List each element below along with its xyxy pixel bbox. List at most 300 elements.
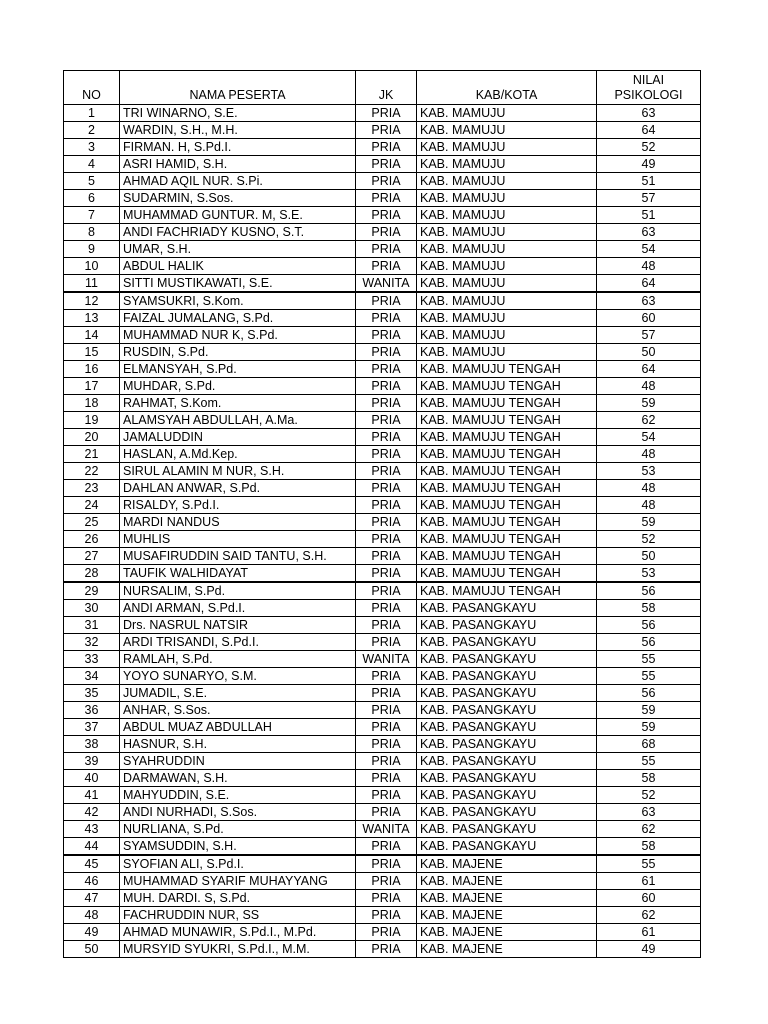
cell-jk: PRIA	[356, 463, 417, 480]
cell-kab: KAB. MAMUJU TENGAH	[417, 429, 597, 446]
cell-kab: KAB. MAMUJU	[417, 327, 597, 344]
table-row	[64, 480, 701, 497]
cell-nilai: 60	[597, 890, 701, 907]
table-row	[64, 241, 701, 258]
cell-jk: PRIA	[356, 327, 417, 344]
cell-no: 6	[64, 190, 120, 207]
cell-nama: ANDI ARMAN, S.Pd.I.	[120, 600, 356, 617]
cell-jk: PRIA	[356, 924, 417, 941]
table-row	[64, 770, 701, 787]
cell-no: 18	[64, 395, 120, 412]
cell-no: 27	[64, 548, 120, 565]
cell-nilai: 64	[597, 122, 701, 139]
cell-no: 31	[64, 617, 120, 634]
cell-jk: PRIA	[356, 207, 417, 224]
cell-kab: KAB. MAMUJU	[417, 207, 597, 224]
cell-jk: PRIA	[356, 412, 417, 429]
table-row	[64, 327, 701, 344]
cell-no: 42	[64, 804, 120, 821]
cell-nama: ALAMSYAH ABDULLAH, A.Ma.	[120, 412, 356, 429]
table-row	[64, 907, 701, 924]
table-row	[64, 651, 701, 668]
table-row	[64, 617, 701, 634]
cell-no: 8	[64, 224, 120, 241]
cell-jk: PRIA	[356, 241, 417, 258]
cell-nama: HASNUR, S.H.	[120, 736, 356, 753]
cell-nama: ABDUL HALIK	[120, 258, 356, 275]
cell-nilai: 48	[597, 378, 701, 395]
cell-kab: KAB. MAMUJU	[417, 241, 597, 258]
table-row	[64, 941, 701, 958]
cell-nilai: 52	[597, 531, 701, 548]
cell-jk: PRIA	[356, 548, 417, 565]
cell-kab: KAB. MAJENE	[417, 873, 597, 890]
cell-nilai: 63	[597, 224, 701, 241]
cell-kab: KAB. PASANGKAYU	[417, 617, 597, 634]
cell-kab: KAB. PASANGKAYU	[417, 719, 597, 736]
cell-nama: SIRUL ALAMIN M NUR, S.H.	[120, 463, 356, 480]
cell-nama: YOYO SUNARYO, S.M.	[120, 668, 356, 685]
cell-nilai: 61	[597, 873, 701, 890]
cell-nilai: 53	[597, 565, 701, 583]
column-header-nama: NAMA PESERTA	[120, 71, 356, 105]
cell-nama: ANDI NURHADI, S.Sos.	[120, 804, 356, 821]
cell-jk: PRIA	[356, 514, 417, 531]
table-row	[64, 224, 701, 241]
cell-nama: MAHYUDDIN, S.E.	[120, 787, 356, 804]
table-row	[64, 838, 701, 856]
cell-nilai: 48	[597, 480, 701, 497]
cell-kab: KAB. PASANGKAYU	[417, 668, 597, 685]
table-row	[64, 139, 701, 156]
cell-nilai: 55	[597, 668, 701, 685]
cell-nama: AHMAD MUNAWIR, S.Pd.I., M.Pd.	[120, 924, 356, 941]
cell-nama: HASLAN, A.Md.Kep.	[120, 446, 356, 463]
cell-nama: MUSAFIRUDDIN SAID TANTU, S.H.	[120, 548, 356, 565]
cell-no: 28	[64, 565, 120, 583]
cell-nama: MURSYID SYUKRI, S.Pd.I., M.M.	[120, 941, 356, 958]
cell-nama: FACHRUDDIN NUR, SS	[120, 907, 356, 924]
cell-nama: MUHAMMAD GUNTUR. M, S.E.	[120, 207, 356, 224]
cell-no: 50	[64, 941, 120, 958]
cell-nama: RAHMAT, S.Kom.	[120, 395, 356, 412]
cell-nilai: 48	[597, 446, 701, 463]
cell-jk: PRIA	[356, 122, 417, 139]
cell-nama: ELMANSYAH, S.Pd.	[120, 361, 356, 378]
cell-nilai: 56	[597, 634, 701, 651]
cell-nama: SYAHRUDDIN	[120, 753, 356, 770]
cell-jk: PRIA	[356, 600, 417, 617]
cell-nilai: 54	[597, 429, 701, 446]
table-row	[64, 855, 701, 873]
cell-kab: KAB. MAMUJU	[417, 139, 597, 156]
cell-kab: KAB. MAMUJU TENGAH	[417, 531, 597, 548]
cell-nilai: 50	[597, 344, 701, 361]
cell-nilai: 55	[597, 855, 701, 873]
cell-jk: PRIA	[356, 105, 417, 122]
cell-no: 26	[64, 531, 120, 548]
cell-nilai: 63	[597, 804, 701, 821]
cell-jk: PRIA	[356, 617, 417, 634]
table-row	[64, 361, 701, 378]
table-row	[64, 463, 701, 480]
table-row	[64, 122, 701, 139]
cell-nilai: 51	[597, 173, 701, 190]
table-row	[64, 565, 701, 583]
cell-jk: PRIA	[356, 190, 417, 207]
cell-no: 11	[64, 275, 120, 293]
cell-nama: FAIZAL JUMALANG, S.Pd.	[120, 310, 356, 327]
cell-kab: KAB. PASANGKAYU	[417, 685, 597, 702]
cell-jk: PRIA	[356, 361, 417, 378]
cell-nilai: 49	[597, 941, 701, 958]
table-row	[64, 821, 701, 838]
cell-nilai: 59	[597, 514, 701, 531]
column-header-no: NO	[64, 71, 120, 105]
table-row	[64, 310, 701, 327]
cell-nilai: 55	[597, 753, 701, 770]
table-row	[64, 702, 701, 719]
table-row	[64, 873, 701, 890]
table-row	[64, 634, 701, 651]
cell-no: 19	[64, 412, 120, 429]
cell-nilai: 59	[597, 719, 701, 736]
cell-jk: PRIA	[356, 310, 417, 327]
cell-kab: KAB. PASANGKAYU	[417, 736, 597, 753]
cell-kab: KAB. MAMUJU TENGAH	[417, 463, 597, 480]
table-row	[64, 668, 701, 685]
cell-jk: PRIA	[356, 702, 417, 719]
cell-nama: SYOFIAN ALI, S.Pd.I.	[120, 855, 356, 873]
cell-no: 36	[64, 702, 120, 719]
cell-no: 49	[64, 924, 120, 941]
cell-nama: JUMADIL, S.E.	[120, 685, 356, 702]
cell-nilai: 52	[597, 139, 701, 156]
cell-nilai: 55	[597, 651, 701, 668]
cell-kab: KAB. MAMUJU TENGAH	[417, 497, 597, 514]
cell-no: 37	[64, 719, 120, 736]
cell-kab: KAB. MAMUJU	[417, 190, 597, 207]
cell-nilai: 57	[597, 327, 701, 344]
cell-nilai: 68	[597, 736, 701, 753]
cell-nama: JAMALUDDIN	[120, 429, 356, 446]
cell-kab: KAB. MAJENE	[417, 855, 597, 873]
cell-no: 17	[64, 378, 120, 395]
cell-no: 43	[64, 821, 120, 838]
table-row	[64, 395, 701, 412]
cell-nilai: 49	[597, 156, 701, 173]
cell-jk: PRIA	[356, 344, 417, 361]
cell-no: 41	[64, 787, 120, 804]
cell-nama: ABDUL MUAZ ABDULLAH	[120, 719, 356, 736]
cell-nama: MUHAMMAD NUR K, S.Pd.	[120, 327, 356, 344]
cell-nilai: 56	[597, 582, 701, 600]
cell-kab: KAB. PASANGKAYU	[417, 770, 597, 787]
cell-kab: KAB. MAMUJU	[417, 275, 597, 293]
nilai-header-line2: PSIKOLOGI	[614, 88, 683, 102]
cell-jk: PRIA	[356, 804, 417, 821]
cell-no: 24	[64, 497, 120, 514]
cell-nilai: 48	[597, 497, 701, 514]
cell-kab: KAB. PASANGKAYU	[417, 838, 597, 856]
cell-nama: WARDIN, S.H., M.H.	[120, 122, 356, 139]
cell-kab: KAB. MAJENE	[417, 890, 597, 907]
table-row	[64, 446, 701, 463]
cell-kab: KAB. MAJENE	[417, 941, 597, 958]
cell-kab: KAB. PASANGKAYU	[417, 821, 597, 838]
cell-no: 2	[64, 122, 120, 139]
cell-nilai: 58	[597, 770, 701, 787]
cell-nama: MUHLIS	[120, 531, 356, 548]
cell-kab: KAB. MAMUJU TENGAH	[417, 480, 597, 497]
cell-no: 12	[64, 292, 120, 310]
cell-kab: KAB. PASANGKAYU	[417, 702, 597, 719]
cell-nilai: 64	[597, 361, 701, 378]
cell-kab: KAB. MAMUJU TENGAH	[417, 548, 597, 565]
header-row	[64, 71, 701, 105]
cell-no: 46	[64, 873, 120, 890]
cell-nama: UMAR, S.H.	[120, 241, 356, 258]
cell-no: 13	[64, 310, 120, 327]
cell-nama: NURSALIM, S.Pd.	[120, 582, 356, 600]
cell-kab: KAB. MAMUJU TENGAH	[417, 378, 597, 395]
cell-no: 14	[64, 327, 120, 344]
cell-no: 29	[64, 582, 120, 600]
cell-no: 38	[64, 736, 120, 753]
cell-kab: KAB. MAMUJU	[417, 344, 597, 361]
cell-jk: PRIA	[356, 292, 417, 310]
table-row	[64, 258, 701, 275]
cell-kab: KAB. MAMUJU	[417, 224, 597, 241]
table-row	[64, 173, 701, 190]
cell-nama: AHMAD AQIL NUR. S.Pi.	[120, 173, 356, 190]
table-row	[64, 429, 701, 446]
cell-no: 33	[64, 651, 120, 668]
cell-jk: WANITA	[356, 275, 417, 293]
cell-nilai: 52	[597, 787, 701, 804]
cell-nilai: 64	[597, 275, 701, 293]
nilai-header-line1: NILAI	[632, 73, 665, 87]
table-row	[64, 736, 701, 753]
cell-no: 22	[64, 463, 120, 480]
cell-jk: PRIA	[356, 378, 417, 395]
cell-no: 32	[64, 634, 120, 651]
cell-kab: KAB. MAMUJU TENGAH	[417, 395, 597, 412]
cell-jk: PRIA	[356, 258, 417, 275]
cell-no: 10	[64, 258, 120, 275]
cell-nilai: 51	[597, 207, 701, 224]
cell-nama: ARDI TRISANDI, S.Pd.I.	[120, 634, 356, 651]
cell-kab: KAB. MAMUJU	[417, 105, 597, 122]
cell-nama: TAUFIK WALHIDAYAT	[120, 565, 356, 583]
cell-jk: PRIA	[356, 941, 417, 958]
cell-no: 47	[64, 890, 120, 907]
cell-no: 23	[64, 480, 120, 497]
cell-no: 15	[64, 344, 120, 361]
table-row	[64, 804, 701, 821]
table-row	[64, 514, 701, 531]
cell-no: 5	[64, 173, 120, 190]
cell-no: 39	[64, 753, 120, 770]
cell-kab: KAB. MAMUJU TENGAH	[417, 582, 597, 600]
cell-nilai: 62	[597, 907, 701, 924]
cell-jk: WANITA	[356, 651, 417, 668]
cell-nama: RUSDIN, S.Pd.	[120, 344, 356, 361]
table-row	[64, 582, 701, 600]
cell-jk: PRIA	[356, 855, 417, 873]
cell-no: 30	[64, 600, 120, 617]
cell-no: 3	[64, 139, 120, 156]
cell-nama: SITTI MUSTIKAWATI, S.E.	[120, 275, 356, 293]
cell-nilai: 58	[597, 838, 701, 856]
cell-nilai: 62	[597, 412, 701, 429]
cell-nama: RISALDY, S.Pd.I.	[120, 497, 356, 514]
cell-no: 35	[64, 685, 120, 702]
cell-kab: KAB. MAMUJU	[417, 292, 597, 310]
cell-no: 1	[64, 105, 120, 122]
cell-nilai: 56	[597, 617, 701, 634]
cell-nilai: 63	[597, 292, 701, 310]
cell-nama: DAHLAN ANWAR, S.Pd.	[120, 480, 356, 497]
cell-kab: KAB. PASANGKAYU	[417, 787, 597, 804]
cell-jk: PRIA	[356, 907, 417, 924]
cell-nilai: 63	[597, 105, 701, 122]
cell-jk: PRIA	[356, 429, 417, 446]
cell-no: 16	[64, 361, 120, 378]
cell-jk: PRIA	[356, 224, 417, 241]
cell-kab: KAB. MAMUJU	[417, 156, 597, 173]
cell-nilai: 59	[597, 702, 701, 719]
cell-kab: KAB. MAMUJU TENGAH	[417, 565, 597, 583]
cell-kab: KAB. PASANGKAYU	[417, 651, 597, 668]
cell-nilai: 54	[597, 241, 701, 258]
cell-no: 20	[64, 429, 120, 446]
cell-kab: KAB. MAJENE	[417, 907, 597, 924]
cell-nilai: 56	[597, 685, 701, 702]
table-row	[64, 600, 701, 617]
cell-nama: MARDI NANDUS	[120, 514, 356, 531]
participants-table	[63, 70, 701, 958]
table-row	[64, 719, 701, 736]
table-row	[64, 548, 701, 565]
table-row	[64, 292, 701, 310]
cell-nilai: 58	[597, 600, 701, 617]
cell-jk: PRIA	[356, 668, 417, 685]
column-header-nilai	[597, 71, 701, 105]
table-row	[64, 378, 701, 395]
cell-no: 48	[64, 907, 120, 924]
table-row	[64, 924, 701, 941]
cell-jk: PRIA	[356, 531, 417, 548]
cell-jk: PRIA	[356, 497, 417, 514]
cell-jk: PRIA	[356, 685, 417, 702]
table-row	[64, 412, 701, 429]
cell-nilai: 50	[597, 548, 701, 565]
cell-nama: RAMLAH, S.Pd.	[120, 651, 356, 668]
cell-kab: KAB. PASANGKAYU	[417, 804, 597, 821]
cell-nilai: 53	[597, 463, 701, 480]
cell-jk: PRIA	[356, 753, 417, 770]
cell-kab: KAB. MAMUJU TENGAH	[417, 412, 597, 429]
table-row	[64, 685, 701, 702]
cell-nama: ASRI HAMID, S.H.	[120, 156, 356, 173]
cell-no: 44	[64, 838, 120, 856]
cell-jk: PRIA	[356, 139, 417, 156]
cell-nama: NURLIANA, S.Pd.	[120, 821, 356, 838]
cell-nama: FIRMAN. H, S.Pd.I.	[120, 139, 356, 156]
table-row	[64, 105, 701, 122]
cell-kab: KAB. MAMUJU TENGAH	[417, 514, 597, 531]
cell-jk: PRIA	[356, 582, 417, 600]
cell-jk: PRIA	[356, 173, 417, 190]
column-header-kab: KAB/KOTA	[417, 71, 597, 105]
cell-nama: SYAMSUKRI, S.Kom.	[120, 292, 356, 310]
cell-kab: KAB. MAMUJU	[417, 122, 597, 139]
cell-no: 25	[64, 514, 120, 531]
cell-nama: SUDARMIN, S.Sos.	[120, 190, 356, 207]
table-row	[64, 190, 701, 207]
table-row	[64, 531, 701, 548]
table-row	[64, 275, 701, 293]
table-row	[64, 497, 701, 514]
cell-nama: MUHAMMAD SYARIF MUHAYYANG	[120, 873, 356, 890]
cell-nilai: 59	[597, 395, 701, 412]
cell-jk: PRIA	[356, 719, 417, 736]
cell-kab: KAB. MAMUJU TENGAH	[417, 361, 597, 378]
cell-kab: KAB. PASANGKAYU	[417, 753, 597, 770]
cell-no: 9	[64, 241, 120, 258]
cell-jk: PRIA	[356, 890, 417, 907]
cell-nilai: 60	[597, 310, 701, 327]
cell-jk: WANITA	[356, 821, 417, 838]
cell-jk: PRIA	[356, 156, 417, 173]
cell-jk: PRIA	[356, 838, 417, 856]
cell-jk: PRIA	[356, 480, 417, 497]
cell-no: 40	[64, 770, 120, 787]
cell-nilai: 48	[597, 258, 701, 275]
cell-jk: PRIA	[356, 873, 417, 890]
cell-kab: KAB. MAMUJU	[417, 173, 597, 190]
cell-jk: PRIA	[356, 736, 417, 753]
cell-kab: KAB. PASANGKAYU	[417, 634, 597, 651]
cell-nilai: 62	[597, 821, 701, 838]
table-row	[64, 753, 701, 770]
cell-jk: PRIA	[356, 565, 417, 583]
cell-no: 4	[64, 156, 120, 173]
cell-nama: TRI WINARNO, S.E.	[120, 105, 356, 122]
table-row	[64, 156, 701, 173]
cell-no: 21	[64, 446, 120, 463]
cell-jk: PRIA	[356, 770, 417, 787]
table-row	[64, 890, 701, 907]
cell-kab: KAB. PASANGKAYU	[417, 600, 597, 617]
cell-no: 45	[64, 855, 120, 873]
cell-jk: PRIA	[356, 634, 417, 651]
cell-no: 34	[64, 668, 120, 685]
cell-nilai: 61	[597, 924, 701, 941]
cell-nama: Drs. NASRUL NATSIR	[120, 617, 356, 634]
cell-kab: KAB. MAJENE	[417, 924, 597, 941]
cell-nama: SYAMSUDDIN, S.H.	[120, 838, 356, 856]
column-header-jk: JK	[356, 71, 417, 105]
cell-jk: PRIA	[356, 787, 417, 804]
cell-nama: MUH. DARDI. S, S.Pd.	[120, 890, 356, 907]
cell-jk: PRIA	[356, 395, 417, 412]
table-row	[64, 207, 701, 224]
cell-kab: KAB. MAMUJU TENGAH	[417, 446, 597, 463]
cell-kab: KAB. MAMUJU	[417, 310, 597, 327]
cell-nilai: 57	[597, 190, 701, 207]
